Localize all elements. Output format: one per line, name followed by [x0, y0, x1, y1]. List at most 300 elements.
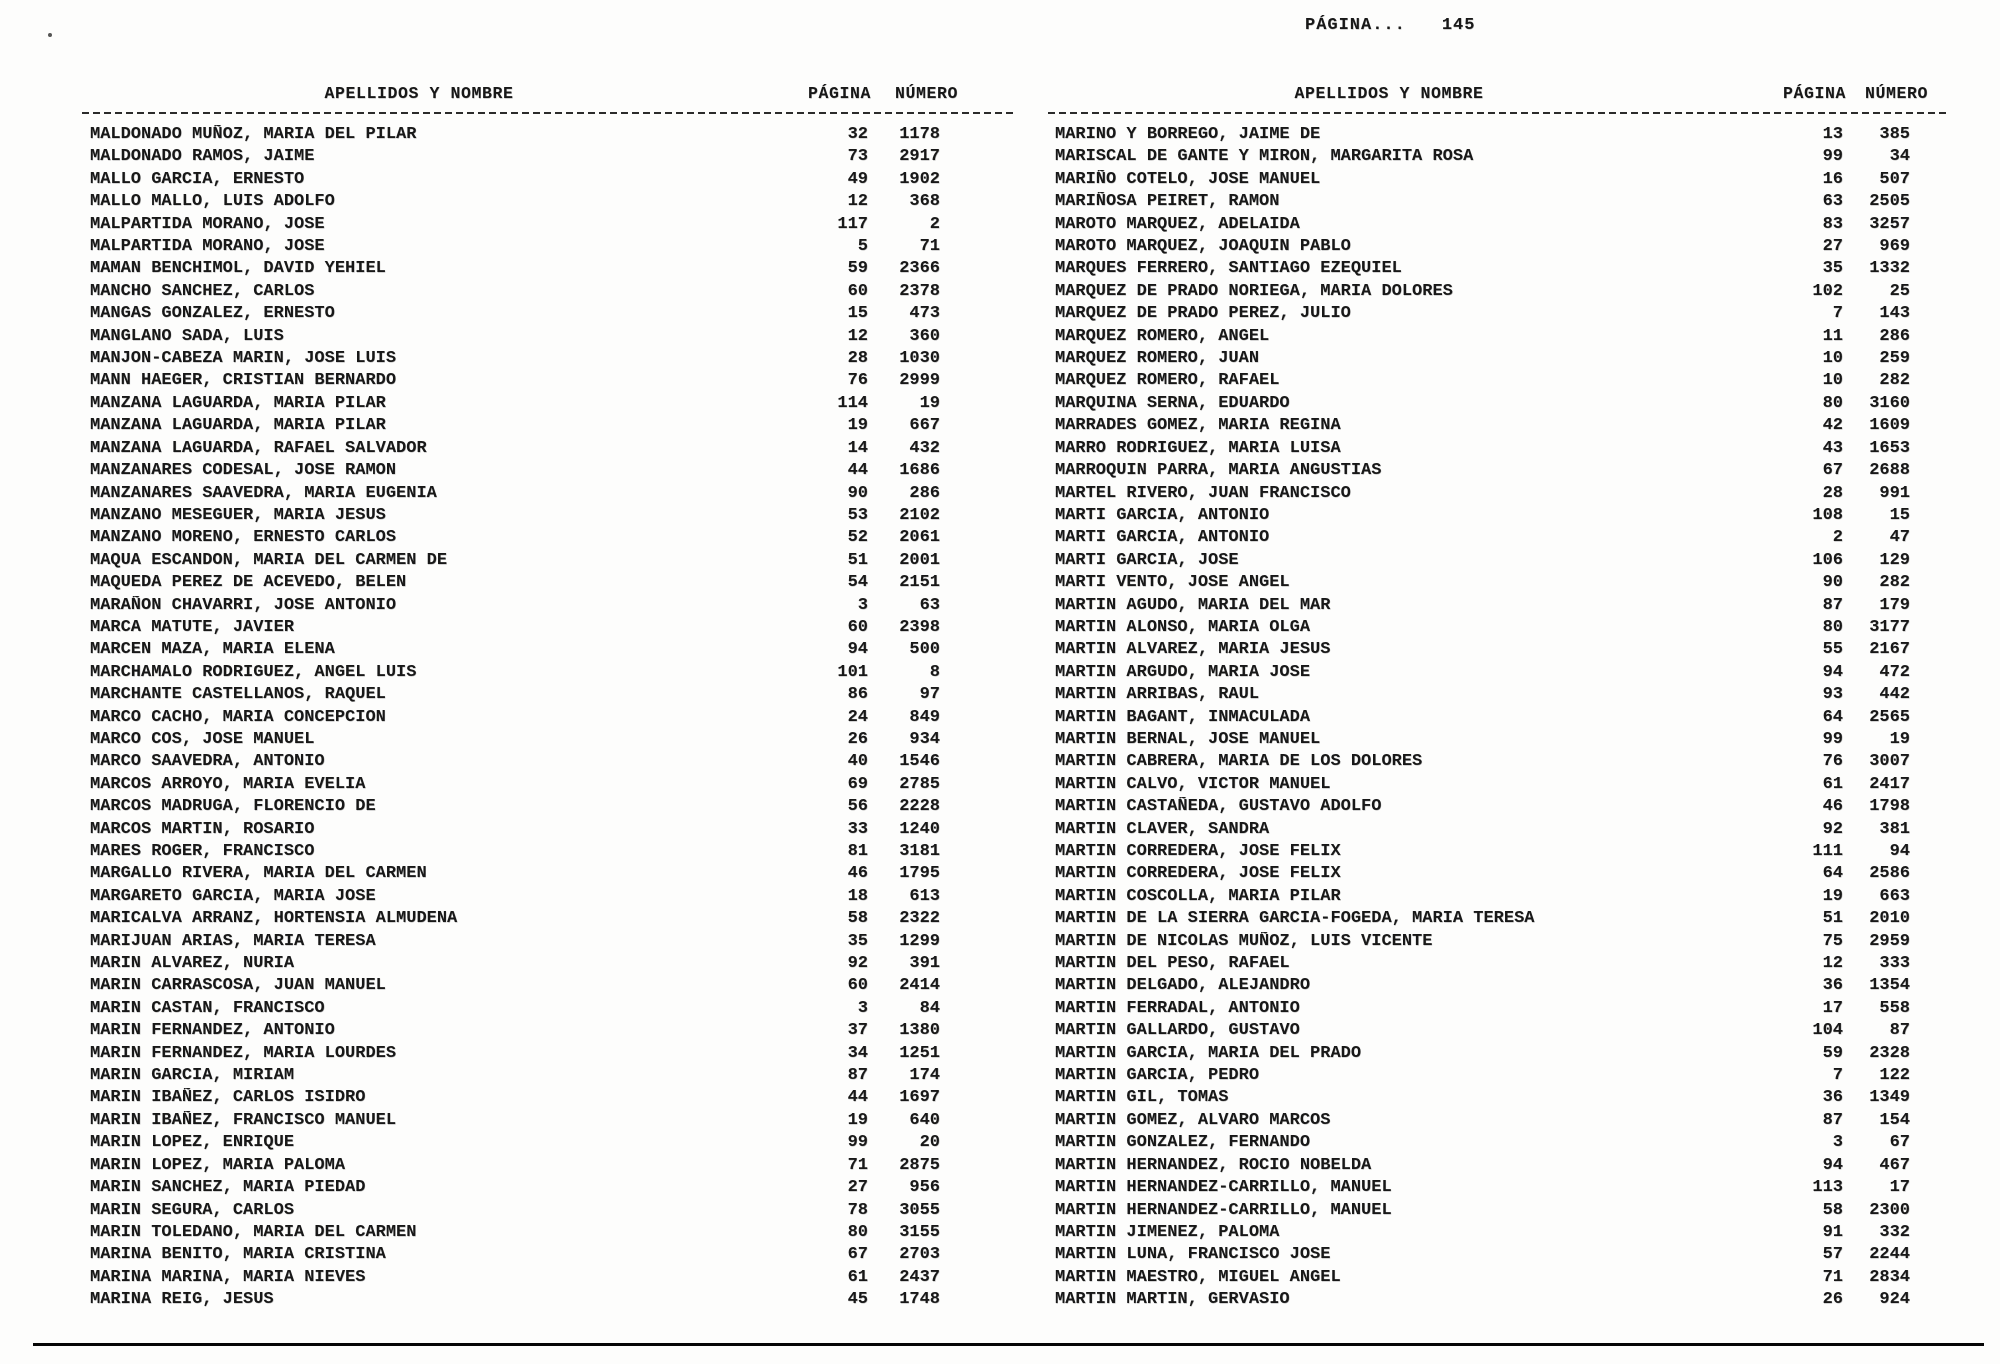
numero-value: 2917 [899, 147, 940, 167]
table-row [82, 663, 1013, 685]
table-row [1048, 125, 1950, 147]
pagina-value: 56 [847, 797, 868, 817]
person-name: MARTIN HERNANDEZ-CARRILLO, MANUEL [1055, 1200, 1392, 1220]
person-name: MARIN FERNANDEZ, ANTONIO [90, 1021, 335, 1041]
person-name: MARTIN GONZALEZ, FERNANDO [1055, 1133, 1311, 1153]
pagina-value: 87 [1822, 1110, 1843, 1130]
name-column-header: APELLIDOS Y NOMBRE [1294, 84, 1484, 103]
numero-value: 1795 [899, 864, 940, 884]
row-spacer [940, 976, 1013, 998]
name-column-header: APELLIDOS Y NOMBRE [324, 84, 514, 103]
numero-value: 1030 [899, 349, 940, 369]
row-spacer [940, 215, 1013, 237]
numero-value: 282 [1879, 371, 1910, 391]
numero-value: 2167 [1869, 640, 1910, 660]
row-spacer [1910, 1066, 1950, 1088]
pagina-value: 83 [1822, 214, 1843, 234]
person-name: MARCHAMALO RODRIGUEZ, ANGEL LUIS [90, 662, 417, 682]
numero-value: 97 [919, 685, 940, 705]
pagina-value: 2 [1832, 528, 1843, 548]
numero-value: 71 [919, 237, 940, 257]
person-name: MANN HAEGER, CRISTIAN BERNARDO [90, 371, 397, 391]
person-name: MARIN GARCIA, MIRIAM [90, 1066, 295, 1086]
row-spacer [940, 797, 1013, 819]
row-spacer [940, 1044, 1013, 1066]
numero-value: 2151 [899, 573, 940, 593]
person-name: MARINO Y BORREGO, JAIME DE [1055, 125, 1321, 144]
numero-value: 442 [1879, 685, 1910, 705]
person-name: MARTIN CABRERA, MARIA DE LOS DOLORES [1055, 752, 1423, 772]
table-row [82, 820, 1013, 842]
pagina-value: 67 [847, 1245, 868, 1265]
row-spacer [1910, 1111, 1950, 1133]
person-name: MARCOS MARTIN, ROSARIO [90, 819, 315, 839]
bottom-scan-edge-line [33, 1343, 1984, 1346]
row-spacer [1910, 349, 1950, 371]
person-name: MARTIN HERNANDEZ-CARRILLO, MANUEL [1055, 1178, 1392, 1198]
table-row [82, 1268, 1013, 1290]
person-name: MARIN LOPEZ, ENRIQUE [90, 1133, 295, 1153]
pagina-value: 12 [847, 326, 868, 346]
table-row [82, 976, 1013, 998]
pagina-value: 7 [1832, 1066, 1843, 1086]
numero-value: 1798 [1869, 797, 1910, 817]
table-row [1048, 663, 1950, 685]
pagina-value: 36 [1822, 976, 1843, 996]
numero-value: 3007 [1869, 752, 1910, 772]
pagina-value: 26 [1822, 1290, 1843, 1310]
pagina-value: 36 [1822, 1088, 1843, 1108]
person-name: MARQUES FERRERO, SANTIAGO EZEQUIEL [1055, 259, 1402, 279]
numero-value: 2322 [899, 909, 940, 929]
pagina-value: 69 [847, 774, 868, 794]
pagina-value: 52 [847, 528, 868, 548]
person-name: MARIN LOPEZ, MARIA PALOMA [90, 1155, 346, 1175]
table-row [1048, 416, 1950, 438]
pagina-value: 99 [1822, 729, 1843, 749]
numero-value: 1697 [899, 1088, 940, 1108]
pagina-value: 14 [847, 438, 868, 458]
table-row [1048, 215, 1950, 237]
numero-value: 1902 [899, 169, 940, 189]
person-name: MARTIN ARGUDO, MARIA JOSE [1055, 662, 1311, 682]
person-name: MARTIN ALONSO, MARIA OLGA [1055, 617, 1311, 637]
table-row [1048, 1156, 1950, 1178]
row-spacer [940, 1156, 1013, 1178]
right-table-body [1048, 125, 1950, 1313]
row-spacer [940, 237, 1013, 259]
numero-value: 2834 [1869, 1267, 1910, 1287]
row-spacer [1910, 596, 1950, 618]
table-row [82, 730, 1013, 752]
row-spacer [940, 708, 1013, 730]
person-name: MARIÑO COTELO, JOSE MANUEL [1055, 169, 1321, 189]
person-name: MARAÑON CHAVARRI, JOSE ANTONIO [90, 595, 397, 615]
row-spacer [940, 551, 1013, 573]
numero-value: 3257 [1869, 214, 1910, 234]
person-name: MARIN ALVAREZ, NURIA [90, 954, 295, 974]
table-row [82, 1111, 1013, 1133]
table-row [82, 1066, 1013, 1088]
table-row [82, 1223, 1013, 1245]
row-spacer [940, 192, 1013, 214]
numero-value: 2061 [899, 528, 940, 548]
row-spacer [940, 842, 1013, 864]
pagina-value: 63 [1822, 192, 1843, 212]
numero-value: 2875 [899, 1155, 940, 1175]
numero-value: 19 [1889, 729, 1910, 749]
person-name: MALDONADO RAMOS, JAIME [90, 147, 315, 167]
pagina-value: 94 [847, 640, 868, 660]
person-name: MARTIN JIMENEZ, PALOMA [1055, 1222, 1280, 1242]
row-spacer [940, 820, 1013, 842]
table-row [1048, 461, 1950, 483]
numero-value: 507 [1879, 169, 1910, 189]
pagina-value: 12 [1822, 954, 1843, 974]
pagina-value: 28 [1822, 483, 1843, 503]
row-spacer [1910, 327, 1950, 349]
person-name: MARIN SANCHEZ, MARIA PIEDAD [90, 1178, 366, 1198]
table-row [1048, 551, 1950, 573]
table-row [1048, 147, 1950, 169]
pagina-value: 51 [1822, 909, 1843, 929]
person-name: MAQUEDA PEREZ DE ACEVEDO, BELEN [90, 573, 407, 593]
person-name: MARTIN DELGADO, ALEJANDRO [1055, 976, 1311, 996]
pagina-value: 16 [1822, 169, 1843, 189]
row-spacer [1910, 932, 1950, 954]
pagina-value: 7 [1832, 304, 1843, 324]
person-name: MANZANARES CODESAL, JOSE RAMON [90, 461, 397, 481]
left-table-body [82, 125, 1013, 1313]
pagina-value: 81 [847, 842, 868, 861]
table-row [1048, 259, 1950, 281]
person-name: MARINA MARINA, MARIA NIEVES [90, 1267, 366, 1287]
numero-value: 2688 [1869, 461, 1910, 481]
person-name: MARIÑOSA PEIRET, RAMON [1055, 192, 1280, 212]
numero-value: 3055 [899, 1200, 940, 1220]
row-spacer [940, 596, 1013, 618]
numero-value: 924 [1879, 1290, 1910, 1310]
person-name: MARTIN CORREDERA, JOSE FELIX [1055, 842, 1341, 861]
table-row [1048, 1245, 1950, 1267]
table-row [1048, 708, 1950, 730]
person-name: MANCHO SANCHEZ, CARLOS [90, 281, 315, 301]
row-spacer [1910, 1021, 1950, 1043]
row-spacer [940, 439, 1013, 461]
row-spacer [940, 954, 1013, 976]
numero-value: 2001 [899, 550, 940, 570]
header-spacer [1928, 84, 1950, 106]
numero-value: 2505 [1869, 192, 1910, 212]
numero-value: 558 [1879, 998, 1910, 1018]
pagina-value: 61 [1822, 774, 1843, 794]
table-row [1048, 506, 1950, 528]
pagina-value: 117 [837, 214, 868, 234]
row-spacer [1910, 730, 1950, 752]
pagina-value: 15 [847, 304, 868, 324]
pagina-value: 80 [1822, 393, 1843, 413]
pagina-value: 111 [1812, 842, 1843, 861]
person-name: MARQUEZ ROMERO, JUAN [1055, 349, 1260, 369]
table-header-row [1048, 84, 1950, 106]
row-spacer [1910, 394, 1950, 416]
pagina-value: 92 [1822, 819, 1843, 839]
table-row [1048, 797, 1950, 819]
pagina-value: 60 [847, 281, 868, 301]
table-row [1048, 484, 1950, 506]
table-row [1048, 932, 1950, 954]
table-row [82, 887, 1013, 909]
row-spacer [940, 663, 1013, 685]
table-row [1048, 1178, 1950, 1200]
numero-value: 1178 [899, 125, 940, 144]
table-row [1048, 528, 1950, 550]
row-spacer [1910, 528, 1950, 550]
numero-value: 8 [929, 662, 940, 682]
numero-value: 640 [909, 1110, 940, 1130]
person-name: MARTIN CLAVER, SANDRA [1055, 819, 1270, 839]
person-name: MALPARTIDA MORANO, JOSE [90, 214, 325, 234]
pagina-value: 17 [1822, 998, 1843, 1018]
numero-value: 432 [909, 438, 940, 458]
pagina-value: 27 [1822, 237, 1843, 257]
pagina-value: 104 [1812, 1021, 1843, 1041]
numero-value: 991 [1879, 483, 1910, 503]
table-row [82, 528, 1013, 550]
numero-value: 368 [909, 192, 940, 212]
numero-value: 282 [1879, 573, 1910, 593]
person-name: MARCOS ARROYO, MARIA EVELIA [90, 774, 366, 794]
pagina-value: 60 [847, 617, 868, 637]
pagina-value: 59 [847, 259, 868, 279]
table-row [82, 170, 1013, 192]
right-column-table [1048, 84, 1950, 1313]
numero-value: 2785 [899, 774, 940, 794]
table-row [82, 192, 1013, 214]
person-name: MAROTO MARQUEZ, JOAQUIN PABLO [1055, 237, 1351, 257]
numero-value: 84 [919, 998, 940, 1018]
numero-value: 154 [1879, 1110, 1910, 1130]
person-name: MARTIN MARTIN, GERVASIO [1055, 1290, 1290, 1310]
row-spacer [940, 864, 1013, 886]
row-spacer [940, 1088, 1013, 1110]
row-spacer [1910, 797, 1950, 819]
pagina-value: 94 [1822, 1155, 1843, 1175]
person-name: MARQUEZ DE PRADO NORIEGA, MARIA DOLORES [1055, 281, 1453, 301]
person-name: MARTIN MAESTRO, MIGUEL ANGEL [1055, 1267, 1341, 1287]
row-spacer [940, 506, 1013, 528]
numero-value: 122 [1879, 1066, 1910, 1086]
pagina-value: 99 [847, 1133, 868, 1153]
pagina-value: 90 [1822, 573, 1843, 593]
numero-value: 3177 [1869, 617, 1910, 637]
person-name: MARTIN CASTAÑEDA, GUSTAVO ADOLFO [1055, 797, 1382, 817]
row-spacer [940, 170, 1013, 192]
person-name: MARTIN HERNANDEZ, ROCIO NOBELDA [1055, 1155, 1372, 1175]
pagina-value: 108 [1812, 505, 1843, 525]
pagina-value: 99 [1822, 147, 1843, 167]
person-name: MANZANO MORENO, ERNESTO CARLOS [90, 528, 397, 548]
table-row [82, 640, 1013, 662]
pagina-value: 35 [847, 931, 868, 951]
pagina-value: 90 [847, 483, 868, 503]
table-row [1048, 596, 1950, 618]
pagina-value: 44 [847, 1088, 868, 1108]
pagina-column-header: PÁGINA [1783, 84, 1847, 103]
person-name: MAMAN BENCHIMOL, DAVID YEHIEL [90, 259, 386, 279]
table-row [82, 439, 1013, 461]
numero-value: 87 [1889, 1021, 1910, 1041]
table-row [82, 461, 1013, 483]
pagina-value: 87 [847, 1066, 868, 1086]
row-spacer [940, 147, 1013, 169]
numero-value: 472 [1879, 662, 1910, 682]
numero-value: 2102 [899, 505, 940, 525]
numero-value: 467 [1879, 1155, 1910, 1175]
row-spacer [940, 1178, 1013, 1200]
person-name: MARGALLO RIVERA, MARIA DEL CARMEN [90, 864, 427, 884]
pagina-value: 78 [847, 1200, 868, 1220]
pagina-value: 114 [837, 393, 868, 413]
person-name: MARCOS MADRUGA, FLORENCIO DE [90, 797, 376, 817]
numero-value: 2366 [899, 259, 940, 279]
row-spacer [940, 1066, 1013, 1088]
header-spacer [958, 84, 1013, 106]
person-name: MARTIN ALVAREZ, MARIA JESUS [1055, 640, 1331, 660]
numero-column-header: NÚMERO [894, 84, 958, 103]
numero-value: 34 [1889, 147, 1910, 167]
numero-value: 2959 [1869, 931, 1910, 951]
pagina-value: 71 [847, 1155, 868, 1175]
table-row [82, 147, 1013, 169]
row-spacer [940, 887, 1013, 909]
pagina-value: 34 [847, 1043, 868, 1063]
person-name: MARIN TOLEDANO, MARIA DEL CARMEN [90, 1222, 417, 1242]
person-name: MARTIN GARCIA, PEDRO [1055, 1066, 1260, 1086]
table-row [82, 999, 1013, 1021]
numero-value: 2437 [899, 1267, 940, 1287]
row-spacer [1910, 1245, 1950, 1267]
person-name: MARTIN FERRADAL, ANTONIO [1055, 998, 1300, 1018]
person-name: MARQUEZ ROMERO, ANGEL [1055, 326, 1270, 346]
table-row [82, 506, 1013, 528]
person-name: MARTIN BERNAL, JOSE MANUEL [1055, 729, 1321, 749]
table-row [82, 349, 1013, 371]
numero-value: 1748 [899, 1290, 940, 1310]
numero-value: 956 [909, 1178, 940, 1198]
table-row [82, 596, 1013, 618]
person-name: MARCEN MAZA, MARIA ELENA [90, 640, 335, 660]
person-name: MARQUEZ ROMERO, RAFAEL [1055, 371, 1280, 391]
person-name: MARQUINA SERNA, EDUARDO [1055, 393, 1290, 413]
row-spacer [1910, 999, 1950, 1021]
numero-value: 1609 [1869, 416, 1910, 436]
numero-value: 19 [919, 393, 940, 413]
table-row [82, 797, 1013, 819]
table-row [1048, 999, 1950, 1021]
row-spacer [1910, 282, 1950, 304]
numero-value: 332 [1879, 1222, 1910, 1242]
person-name: MARTIN BAGANT, INMACULADA [1055, 707, 1311, 727]
numero-value: 63 [919, 595, 940, 615]
table-row [1048, 887, 1950, 909]
table-row [82, 259, 1013, 281]
row-spacer [1910, 215, 1950, 237]
pagina-value: 13 [1822, 125, 1843, 144]
table-row [82, 1245, 1013, 1267]
page-header-label: PÁGINA... [1305, 16, 1406, 35]
pagina-value: 18 [847, 886, 868, 906]
person-name: MARIN SEGURA, CARLOS [90, 1200, 295, 1220]
row-spacer [940, 1290, 1013, 1312]
numero-value: 15 [1889, 505, 1910, 525]
person-name: MANZANA LAGUARDA, MARIA PILAR [90, 416, 386, 436]
numero-value: 1546 [899, 752, 940, 772]
row-spacer [1910, 551, 1950, 573]
numero-value: 1240 [899, 819, 940, 839]
row-spacer [940, 685, 1013, 707]
person-name: MARCHANTE CASTELLANOS, RAQUEL [90, 685, 386, 705]
table-row [82, 327, 1013, 349]
person-name: MARRO RODRIGUEZ, MARIA LUISA [1055, 438, 1341, 458]
page-header-number: 145 [1441, 16, 1476, 35]
pagina-value: 3 [857, 595, 868, 615]
pagina-value: 58 [1822, 1200, 1843, 1220]
table-row [1048, 1268, 1950, 1290]
row-spacer [940, 304, 1013, 326]
numero-value: 2010 [1869, 909, 1910, 929]
numero-value: 1349 [1869, 1088, 1910, 1108]
person-name: MALLO MALLO, LUIS ADOLFO [90, 192, 335, 212]
numero-value: 1653 [1869, 438, 1910, 458]
row-spacer [940, 573, 1013, 595]
numero-value: 2565 [1869, 707, 1910, 727]
numero-value: 17 [1889, 1178, 1910, 1198]
person-name: MARTIN DE LA SIERRA GARCIA-FOGEDA, MARIA TERESA [1055, 909, 1535, 929]
person-name: MANZANA LAGUARDA, RAFAEL SALVADOR [90, 438, 427, 458]
numero-value: 179 [1879, 595, 1910, 615]
table-row [1048, 685, 1950, 707]
numero-value: 473 [909, 304, 940, 324]
pagina-value: 35 [1822, 259, 1843, 279]
person-name: MARICALVA ARRANZ, HORTENSIA ALMUDENA [90, 909, 458, 929]
pagina-value: 10 [1822, 349, 1843, 369]
table-row [82, 842, 1013, 864]
row-spacer [1910, 439, 1950, 461]
table-row [82, 215, 1013, 237]
row-spacer [1910, 909, 1950, 931]
table-row [82, 932, 1013, 954]
pagina-value: 57 [1822, 1245, 1843, 1265]
numero-value: 286 [909, 483, 940, 503]
person-name: MARTEL RIVERO, JUAN FRANCISCO [1055, 483, 1351, 503]
pagina-value: 80 [847, 1222, 868, 1242]
pagina-value: 59 [1822, 1043, 1843, 1063]
row-spacer [1910, 416, 1950, 438]
numero-value: 3160 [1869, 393, 1910, 413]
person-name: MARTIN GALLARDO, GUSTAVO [1055, 1021, 1300, 1041]
row-spacer [1910, 887, 1950, 909]
person-name: MARIN IBAÑEZ, FRANCISCO MANUEL [90, 1110, 397, 1130]
table-row [82, 1044, 1013, 1066]
person-name: MALDONADO MUÑOZ, MARIA DEL PILAR [90, 125, 417, 144]
person-name: MARISCAL DE GANTE Y MIRON, MARGARITA ROSA [1055, 147, 1474, 167]
table-row [82, 551, 1013, 573]
pagina-value: 24 [847, 707, 868, 727]
row-spacer [1910, 820, 1950, 842]
pagina-value: 19 [1822, 886, 1843, 906]
table-row [82, 371, 1013, 393]
